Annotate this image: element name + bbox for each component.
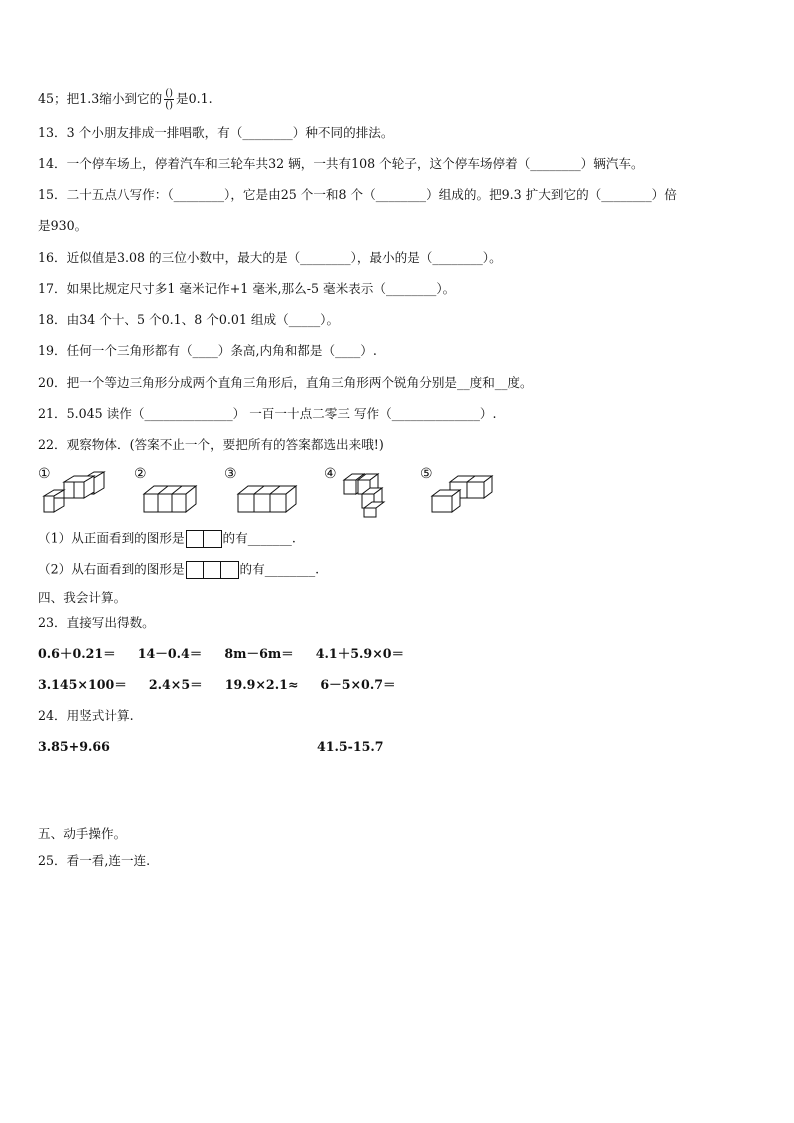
cube-figure-3 (224, 466, 304, 516)
question-16: 16．近似值是3.08 的三位小数中，最大的是（________），最小的是（________）。 (38, 250, 502, 265)
fraction-numerator: () (165, 88, 174, 99)
fraction-denominator: () (165, 100, 174, 111)
three-square-shape (186, 561, 239, 579)
calc-item: 8m－6m＝ (224, 646, 294, 661)
question-17: 17．如果比规定尺寸多1 毫米记作+1 毫米,那么-5 毫米表示（________）。 (38, 281, 456, 296)
question-18: 18．由34 个十、5 个0.1、8 个0.01 组成（_____）。 (38, 312, 340, 327)
calc-item: 6－5×0.7＝ (320, 677, 396, 692)
cube-figure-2 (134, 466, 214, 516)
q23-row-1 (38, 646, 426, 662)
figure-number: ① (38, 466, 51, 482)
question-45 (38, 88, 213, 111)
calc-item: 0.6＋0.21＝ (38, 646, 116, 661)
q24-left-problem: 3.85+9.66 (38, 739, 110, 754)
two-square-shape (186, 530, 222, 548)
calc-item: 14－0.4＝ (137, 646, 203, 661)
cube-figures (38, 466, 508, 518)
cube-figure-4 (324, 466, 404, 518)
question-21: 21．5.045 读作（______________） 一百一十点二零三 写作（______________）. (38, 406, 497, 421)
question-22-sub2 (38, 561, 319, 579)
question-15-line1: 15．二十五点八写作：（________），它是由25 个一和8 个（________）组成的。把9.3 扩大到它的（________）倍 (38, 187, 677, 202)
figure-number: ③ (224, 466, 237, 482)
question-23-title: 23．直接写出得数。 (38, 615, 155, 630)
cube-figure-5 (420, 466, 510, 516)
question-24-title: 24．用竖式计算. (38, 708, 134, 723)
figure-number: ⑤ (420, 466, 433, 482)
sub2-suffix: 的有________. (239, 561, 320, 577)
question-25: 25．看一看,连一连. (38, 853, 151, 868)
q23-row-2 (38, 677, 418, 693)
cube-figure-1 (38, 466, 118, 516)
figure-number: ② (134, 466, 147, 482)
sub1-suffix: 的有_______. (222, 530, 296, 546)
section-5-heading: 五、动手操作。 (38, 826, 127, 841)
question-19: 19．任何一个三角形都有（____）条高,内角和都是（____）. (38, 343, 377, 358)
calc-item: 2.4×5＝ (148, 677, 203, 692)
calc-item: 19.9×2.1≈ (224, 677, 299, 692)
sub2-prefix: （2）从右面看到的图形是 (38, 561, 185, 577)
section-4-heading: 四、我会计算。 (38, 590, 127, 605)
sub1-prefix: （1）从正面看到的图形是 (38, 530, 185, 546)
question-22-title: 22．观察物体．(答案不止一个，要把所有的答案都选出来哦!) (38, 437, 384, 452)
question-22-sub1 (38, 530, 296, 548)
fraction (164, 88, 174, 111)
q45-prefix: 45；把1.3缩小到它的 (38, 91, 163, 106)
q24-right-problem: 41.5-15.7 (317, 739, 384, 754)
question-20: 20．把一个等边三角形分成两个直角三角形后，直角三角形两个锐角分别是__度和__度。 (38, 375, 533, 390)
question-15-line2: 是930。 (38, 218, 88, 233)
question-13: 13．3 个小朋友排成一排唱歌，有（________）种不同的排法。 (38, 125, 394, 140)
calc-item: 3.145×100＝ (38, 677, 127, 692)
figure-number: ④ (324, 466, 337, 482)
calc-item: 4.1＋5.9×0＝ (315, 646, 405, 661)
question-14: 14．一个停车场上，停着汽车和三轮车共32 辆，一共有108 个轮子，这个停车场停着（________）辆汽车。 (38, 156, 644, 171)
q45-suffix: 是0.1. (176, 91, 213, 106)
